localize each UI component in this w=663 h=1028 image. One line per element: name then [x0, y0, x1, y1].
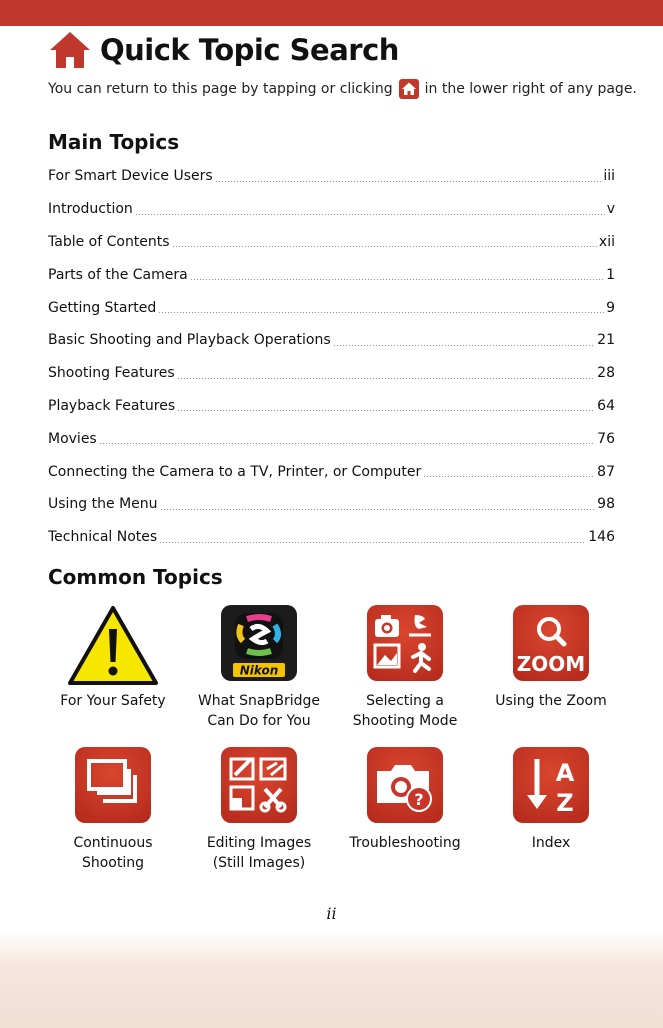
toc-entry-label: Parts of the Camera: [48, 266, 188, 283]
tile-caption: For Your Safety: [60, 693, 166, 709]
toc-entry[interactable]: [48, 226, 615, 259]
nikon-logo-text: Nikon: [239, 663, 279, 678]
tile-caption: What SnapBridge Can Do for You: [197, 693, 321, 729]
editing-icon: [221, 747, 297, 823]
toc-entry-label: Table of Contents: [48, 233, 170, 250]
toc-entry-page: xii: [598, 233, 615, 250]
dot-leader: [135, 214, 605, 215]
intro-text: [48, 78, 648, 100]
index-icon: [513, 747, 589, 823]
zoom-icon: [513, 605, 589, 681]
tile-caption: Editing Images (Still Images): [206, 835, 312, 871]
dot-leader: [159, 542, 586, 543]
page-title: [48, 30, 399, 70]
toc-entry-label: Playback Features: [48, 397, 176, 414]
dot-leader: [423, 476, 595, 477]
dot-leader: [99, 443, 595, 444]
toc-entry[interactable]: [48, 422, 615, 455]
dot-leader: [177, 378, 595, 379]
toc-entry[interactable]: [48, 455, 615, 488]
toc-entry-label: Shooting Features: [48, 365, 175, 382]
toc-entry-page: iii: [603, 168, 615, 185]
home-icon[interactable]: [399, 79, 419, 99]
toc-entry-label: Movies: [48, 430, 97, 447]
dot-leader: [215, 181, 602, 182]
dot-leader: [158, 312, 604, 313]
toc-entry-page: 9: [606, 299, 615, 316]
svg-text:?: ?: [414, 790, 424, 809]
tile-using-zoom[interactable]: [478, 605, 624, 731]
continuous-icon: [75, 747, 151, 823]
tile-shooting-mode[interactable]: [332, 605, 478, 731]
troubleshooting-icon: [367, 747, 443, 823]
toc-entry[interactable]: [48, 160, 615, 193]
tile-index[interactable]: [478, 747, 624, 873]
toc-entry-label: Getting Started: [48, 299, 157, 316]
toc-entry[interactable]: [48, 258, 615, 291]
toc-entry[interactable]: [48, 488, 615, 521]
tile-caption: Using the Zoom: [495, 693, 607, 709]
tile-continuous-shooting[interactable]: [40, 747, 186, 873]
snapbridge-icon: [221, 605, 297, 681]
index-letter-a: A: [555, 759, 575, 787]
tile-caption: Continuous Shooting: [73, 835, 153, 871]
tile-snapbridge[interactable]: [186, 605, 332, 731]
home-icon: [48, 30, 92, 70]
toc-entry-page: 64: [597, 397, 615, 414]
toc-entry-label: For Smart Device Users: [48, 168, 213, 185]
dot-leader: [172, 246, 597, 247]
dot-leader: [333, 345, 596, 346]
top-accent-bar: [0, 0, 663, 26]
main-topics-list: [48, 160, 615, 554]
toc-entry-label: Connecting the Camera to a TV, Printer, or Computer: [48, 463, 422, 480]
tile-troubleshooting[interactable]: [332, 747, 478, 873]
toc-entry[interactable]: [48, 291, 615, 324]
toc-entry-label: Introduction: [48, 201, 133, 218]
index-letter-z: Z: [556, 789, 574, 817]
page-number: ii: [326, 904, 337, 923]
dot-leader: [190, 279, 604, 280]
dot-leader: [177, 410, 595, 411]
tile-for-your-safety[interactable]: [40, 605, 186, 731]
common-topics-heading: Common Topics: [48, 565, 223, 589]
toc-entry[interactable]: [48, 357, 615, 390]
tile-caption: Selecting a Shooting Mode: [352, 693, 458, 729]
main-topics-heading: Main Topics: [48, 130, 180, 154]
tile-caption: Index: [531, 835, 571, 851]
warning-icon: [67, 605, 159, 687]
toc-entry-page: 87: [597, 463, 615, 480]
common-topics-grid: [40, 605, 624, 873]
dot-leader: [160, 509, 596, 510]
toc-entry-page: 146: [588, 529, 615, 546]
tile-editing-images[interactable]: [186, 747, 332, 873]
toc-entry-page: 21: [597, 332, 615, 349]
bottom-gradient-band: [0, 930, 663, 1028]
toc-entry-page: v: [606, 201, 615, 218]
toc-entry[interactable]: [48, 390, 615, 423]
intro-before: You can return to this page by tapping or clicking: [48, 81, 393, 97]
tile-caption: Troubleshooting: [349, 835, 461, 851]
intro-after: in the lower right of any page.: [424, 81, 637, 97]
toc-entry[interactable]: [48, 324, 615, 357]
toc-entry-page: 1: [606, 266, 615, 283]
toc-entry-page: 28: [597, 365, 615, 382]
toc-entry[interactable]: [48, 193, 615, 226]
shooting-mode-icon: [367, 605, 443, 681]
title-text: Quick Topic Search: [100, 33, 399, 67]
toc-entry-label: Basic Shooting and Playback Operations: [48, 332, 331, 349]
toc-entry-page: 98: [597, 496, 615, 513]
toc-entry-label: Technical Notes: [48, 529, 158, 546]
toc-entry[interactable]: [48, 521, 615, 554]
zoom-label: ZOOM: [516, 652, 586, 676]
toc-entry-label: Using the Menu: [48, 496, 158, 513]
toc-entry-page: 76: [597, 430, 615, 447]
